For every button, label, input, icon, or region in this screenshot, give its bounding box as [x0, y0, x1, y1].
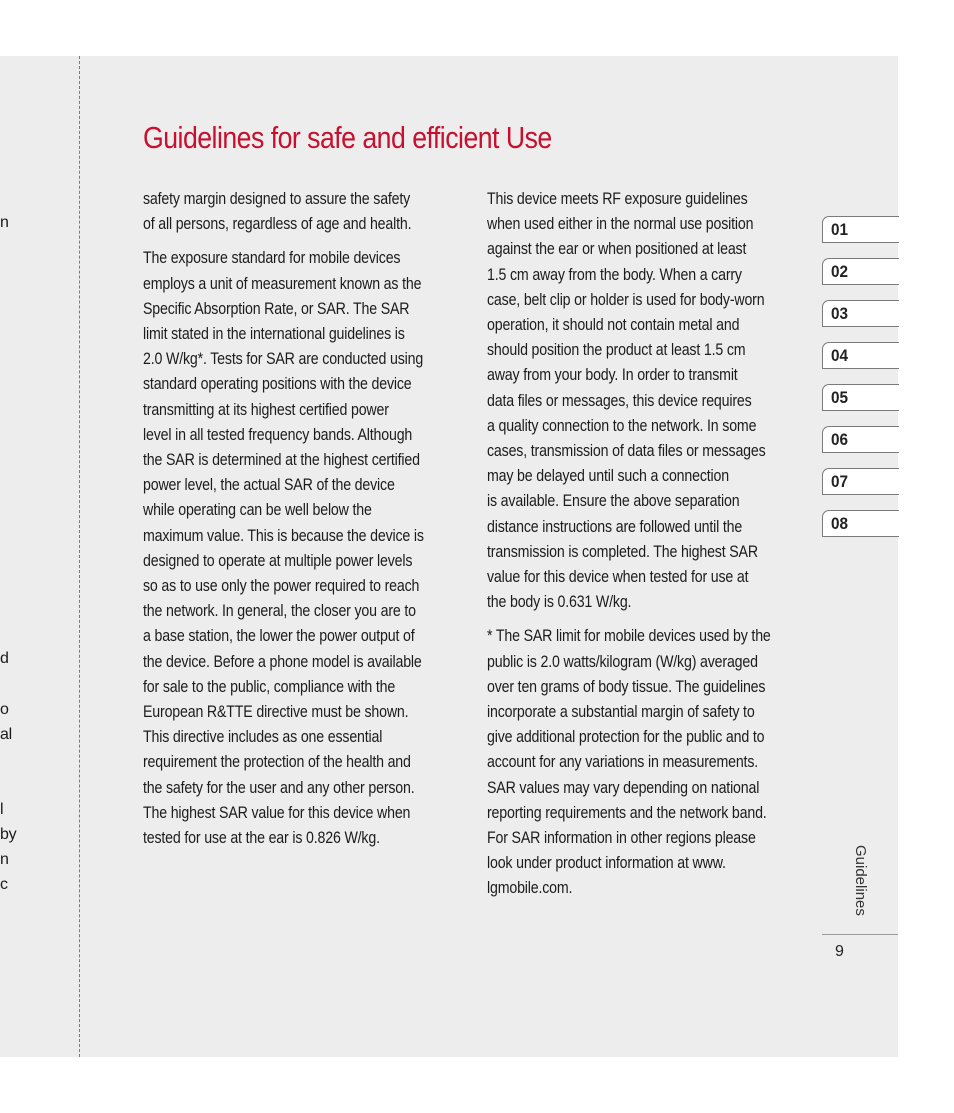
text-line: transmission is completed. The highest SAR	[487, 542, 758, 561]
paragraph	[143, 246, 466, 851]
chapter-tab-05	[822, 384, 899, 411]
chapter-tab-label: 02	[831, 262, 849, 281]
text-line: so as to use only the power required to reach	[143, 577, 420, 596]
text-line: for sale to the public, compliance with the	[143, 677, 396, 696]
text-line: tested for use at the ear is 0.826 W/kg.	[143, 829, 380, 848]
section-side-label-text: Guidelines	[852, 845, 869, 916]
paragraph	[487, 624, 810, 901]
left-text-column	[143, 187, 466, 860]
chapter-tab-01	[822, 216, 899, 243]
text-line: power level, the actual SAR of the device	[143, 476, 395, 495]
text-line: against the ear or when positioned at least	[487, 240, 747, 259]
text-line: when used either in the normal use position	[487, 215, 754, 234]
text-line: over ten grams of body tissue. The guidelines	[487, 677, 766, 696]
chapter-tab-06	[822, 426, 899, 453]
text-line: level in all tested frequency bands. Although	[143, 425, 413, 444]
page-number: 9	[835, 943, 844, 960]
chapter-tab-label: 04	[831, 346, 849, 365]
chapter-tab-04	[822, 342, 899, 369]
right-text-column	[487, 187, 810, 911]
text-line: reporting requirements and the network band.	[487, 803, 767, 822]
text-line: the device. Before a phone model is available	[143, 652, 422, 671]
text-line: * The SAR limit for mobile devices used by the	[487, 627, 771, 646]
text-line: look under product information at www.	[487, 854, 726, 873]
text-fragment: n	[0, 851, 9, 868]
text-line: This directive includes as one essential	[143, 728, 383, 747]
text-line: maximum value. This is because the device is	[143, 526, 424, 545]
page-title: Guidelines for safe and efficient Use	[143, 120, 552, 155]
text-line: designed to operate at multiple power levels	[143, 551, 413, 570]
text-line: public is 2.0 watts/kilogram (W/kg) averaged	[487, 652, 758, 671]
paragraph	[143, 187, 466, 237]
chapter-tab-02	[822, 258, 899, 285]
text-line: Specific Absorption Rate, or SAR. The SAR	[143, 299, 410, 318]
paragraph	[487, 187, 810, 615]
text-line: lgmobile.com.	[487, 879, 573, 898]
text-line: data files or messages, this device requires	[487, 391, 752, 410]
section-side-label	[834, 845, 869, 925]
chapter-tab-label: 06	[831, 430, 849, 449]
text-line: the network. In general, the closer you are to	[143, 602, 416, 621]
crop-guide-line	[79, 56, 80, 1057]
text-line: the SAR is determined at the highest certified	[143, 451, 420, 470]
text-line: employs a unit of measurement known as the	[143, 274, 422, 293]
text-fragment: o	[0, 701, 9, 718]
text-line: This device meets RF exposure guidelines	[487, 190, 748, 208]
chapter-tab-label: 01	[831, 220, 849, 239]
text-line: European R&TTE directive must be shown.	[143, 703, 409, 722]
text-fragment: l	[0, 801, 4, 818]
chapter-tab-label: 08	[831, 514, 849, 533]
chapter-tab-label: 07	[831, 472, 849, 491]
text-line: account for any variations in measurements.	[487, 753, 759, 772]
text-line: 1.5 cm away from the body. When a carry	[487, 265, 742, 284]
chapter-tab-08	[822, 510, 899, 537]
text-line: The exposure standard for mobile devices	[143, 249, 401, 268]
text-line: The highest SAR value for this device when	[143, 803, 411, 822]
chapter-tabs	[822, 216, 899, 552]
text-line: safety margin designed to assure the safety	[143, 190, 411, 208]
text-line: a quality connection to the network. In some	[487, 416, 757, 435]
text-line: away from your body. In order to transmit	[487, 366, 738, 385]
text-line: may be delayed until such a connection	[487, 467, 729, 486]
text-line: transmitting at its highest certified power	[143, 400, 389, 419]
text-line: a base station, the lower the power output of	[143, 627, 415, 646]
text-line: while operating can be well below the	[143, 501, 372, 520]
chapter-tab-03	[822, 300, 899, 327]
text-line: distance instructions are followed until the	[487, 517, 743, 536]
text-fragment: c	[0, 876, 8, 893]
chapter-tab-07	[822, 468, 899, 495]
text-line: operation, it should not contain metal and	[487, 316, 740, 335]
text-line: For SAR information in other regions please	[487, 829, 756, 848]
text-line: incorporate a substantial margin of safety to	[487, 703, 755, 722]
chapter-tab-label: 05	[831, 388, 849, 407]
side-divider	[822, 934, 898, 935]
text-fragment: al	[0, 726, 12, 743]
chapter-tab-label: 03	[831, 304, 849, 323]
text-line: give additional protection for the public and to	[487, 728, 765, 747]
text-line: of all persons, regardless of age and health.	[143, 215, 412, 234]
text-line: case, belt clip or holder is used for body-worn	[487, 290, 765, 309]
text-fragment: by	[0, 826, 17, 843]
text-line: value for this device when tested for use at	[487, 568, 749, 587]
text-line: should position the product at least 1.5 cm	[487, 341, 746, 360]
text-line: requirement the protection of the health and	[143, 753, 411, 772]
text-line: SAR values may vary depending on national	[487, 778, 760, 797]
text-line: the safety for the user and any other person.	[143, 778, 415, 797]
text-line: standard operating positions with the device	[143, 375, 412, 394]
text-line: is available. Ensure the above separation	[487, 492, 740, 511]
text-line: cases, transmission of data files or messages	[487, 442, 766, 461]
text-line: limit stated in the international guidelines is	[143, 325, 405, 344]
text-fragment: d	[0, 650, 9, 667]
text-line: 2.0 W/kg*. Tests for SAR are conducted using	[143, 350, 424, 369]
text-line: the body is 0.631 W/kg.	[487, 593, 632, 612]
text-fragment: n	[0, 214, 9, 231]
